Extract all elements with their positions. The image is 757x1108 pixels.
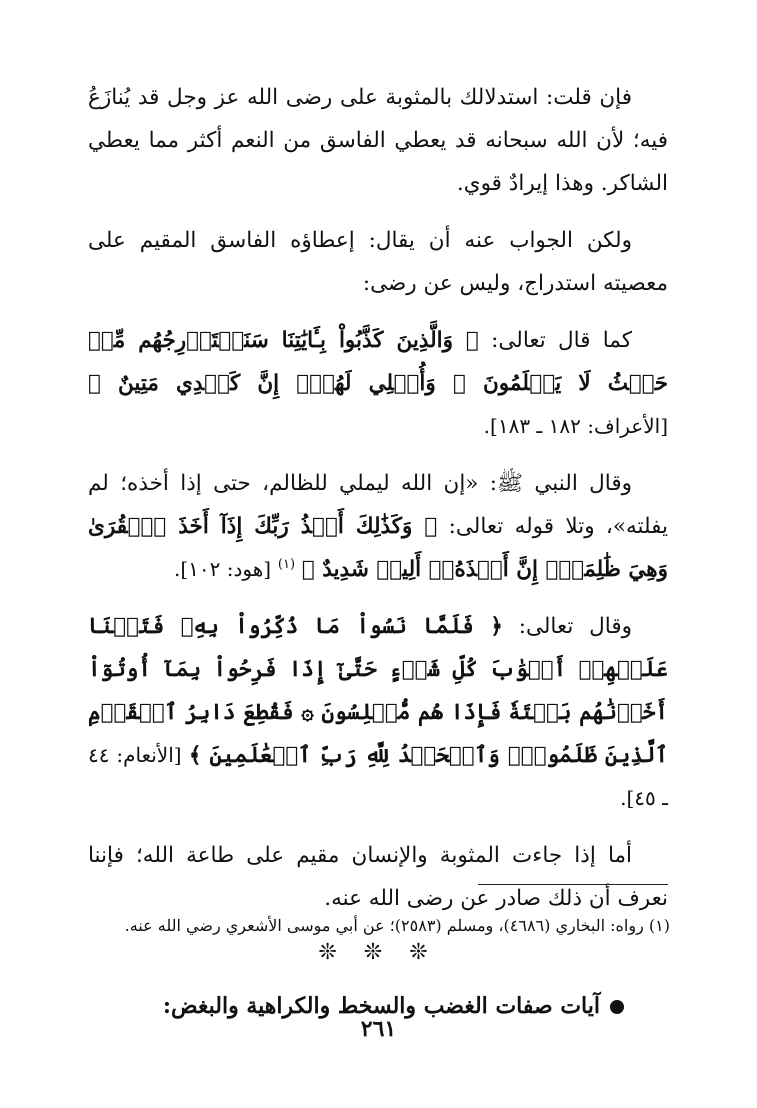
verse-intro: كما قال تعالى: [491,328,632,353]
section-heading-text: آيات صفات الغضب والسخط والكراهية والبغض: [162,993,600,1019]
footnote-marker[interactable]: (١) [277,556,296,572]
paragraph-answer [88,219,668,305]
page-number: ٢٦١ [360,1016,397,1042]
paragraph-conclusion [88,834,668,920]
hadith-text: وقال النبي ﷺ: «إن الله ليملي للظالم، حتى إذا أخذه؛ لم يفلته»، وتلا قوله تعالى: [88,471,668,539]
quran-verse: ﴿ وَكَذَٰلِكَ أَخۡذُ رَبِّكَ إِذَآ أَخَذَ ٱلۡقُرَىٰ وَهِيَ ظَٰلِمَةٌۚ إِنَّ أَخۡذَهُۥٓ أَلِيمٞ شَدِيدٌ ﴾ [88,514,668,582]
verse-reference: [هود: ١٠٢]. [173,557,272,581]
paragraph-text: فإن قلت: استدلالك بالمثوبة على رضى الله عز وجل قد يُنازَعُ فيه؛ لأن الله سبحانه قد يعطي الفاسق من النعم أكثر مما يعطي الشاكر. وهذا إيرادٌ قوي. [88,85,668,196]
paragraph-text: ولكن الجواب عنه أن يقال: إعطاؤه الفاسق المقيم على معصيته استدراج، وليس عن رضى: [88,228,668,296]
quran-verse: ﴿ فَلَمَّا نَسُواْ مَا ذُكِّرُواْ بِهِۦ فَتَحۡنَا عَلَيۡهِمۡ أَبۡوَٰبَ كُلِّ شَيۡءٍ حَتَّىٰٓ إِذَا فَرِحُواْ بِمَآ أُوتُوٓاْ أَخَذۡنَٰهُم بَغۡتَةٗ فَإِذَا هُم مُّبۡلِسُونَ ۞ فَقُطِعَ دَابِرُ ٱلۡقَوۡمِ ٱلَّذِينَ ظَلَمُواْۚ وَٱلۡحَمۡدُ لِلَّهِ رَبِّ ٱلۡعَٰلَمِينَ ﴾ [88,614,668,768]
footnote: (١) رواه: البخاري (٤٦٨٦)، ومسلم (٢٥٨٣)؛ عن أبي موسى الأشعري رضي الله عنه. [124,916,670,935]
verse-intro: وقال تعالى: [518,614,633,639]
paragraph-araf-verse [88,319,668,448]
paragraph-text: أما إذا جاءت المثوبة والإنسان مقيم على طاعة الله؛ فإننا نعرف أن ذلك صادر عن رضى الله عنه. [88,843,668,911]
paragraph-anam-verse [88,605,668,820]
section-separator: ❊ ❊ ❊ [318,940,438,965]
paragraph-objection [88,76,668,205]
verse-reference: [الأنعام: ٤٤ ـ ٤٥]. [88,743,668,810]
paragraph-hadith [88,462,668,591]
verse-reference: [الأعراف: ١٨٢ ـ ١٨٣]. [483,414,668,438]
bullet-icon [610,1000,624,1014]
quran-verse: ﴿ وَالَّذِينَ كَذَّبُواْ بِـَٔايَٰتِنَا سَنَسۡتَدۡرِجُهُم مِّنۡ حَيۡثُ لَا يَعۡلَمُونَ ۞ وَأُمۡلِي لَهُمۡۚ إِنَّ كَيۡدِي مَتِينٌ ﴾ [88,328,668,396]
footnote-divider [478,884,668,885]
